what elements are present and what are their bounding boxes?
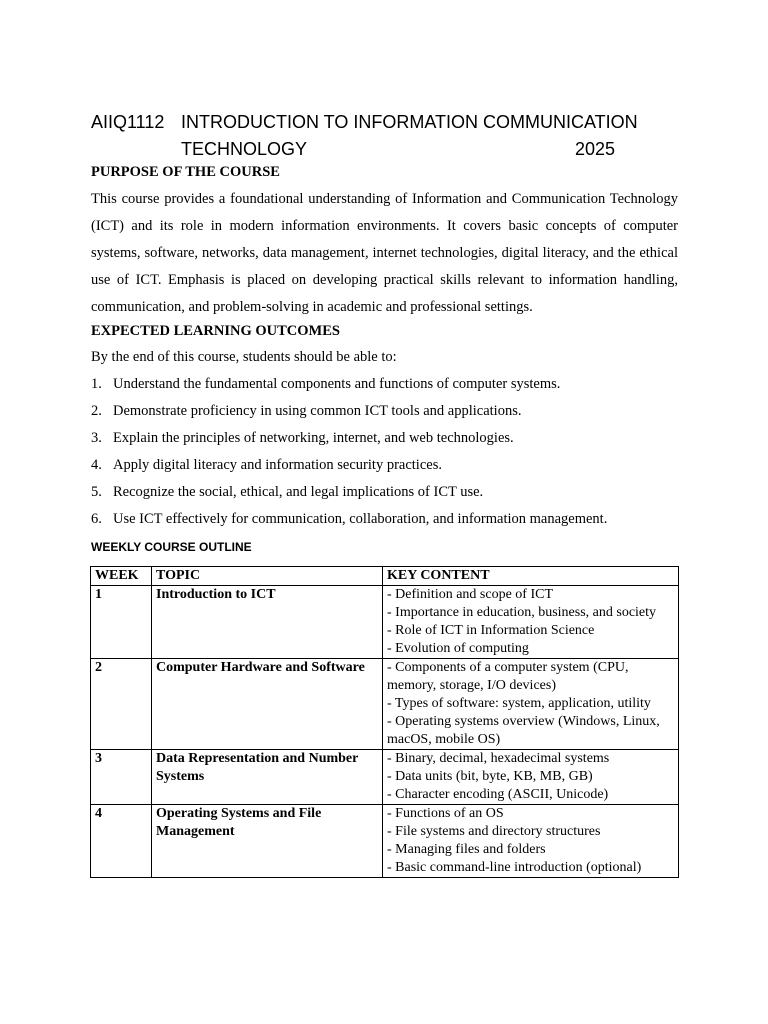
column-header-topic: TOPIC: [152, 567, 383, 586]
purpose-paragraph: This course provides a foundational understanding of Information and Communication Technology (ICT) and its role in modern information environments. It covers basic concepts of computer systems, software, networks, data management, internet technologies, digital literacy, and the ethical use of ICT. Emphasis is placed on developing practical skills relevant to information handling, communication, and problem-solving in academic and professional settings.: [91, 191, 678, 315]
outcome-number: 6.: [91, 511, 102, 527]
table-row: [91, 659, 679, 750]
content-line: - Binary, decimal, hexadecimal systems: [387, 751, 610, 766]
header-line-1: [91, 109, 638, 136]
purpose-heading: PURPOSE OF THE COURSE: [91, 164, 280, 180]
content-cell: [383, 586, 679, 659]
column-header-week: WEEK: [91, 567, 152, 586]
course-header: [91, 109, 638, 163]
column-header-key-content: KEY CONTENT: [383, 567, 679, 586]
outcome-number: 4.: [91, 457, 102, 473]
outcomes-heading: EXPECTED LEARNING OUTCOMES: [91, 323, 340, 339]
table-header-row: [91, 567, 679, 586]
outcomes-intro: By the end of this course, students should be able to:: [91, 349, 397, 365]
table-row: [91, 805, 679, 878]
topic-cell: Data Representation and Number Systems: [152, 750, 383, 805]
outcome-item: [91, 430, 681, 457]
outcome-number: 5.: [91, 484, 102, 500]
course-code: AIIQ1112: [91, 112, 165, 132]
outcome-text: Apply digital literacy and information security practices.: [113, 457, 442, 473]
header-line-2: [91, 136, 621, 163]
content-cell: [383, 750, 679, 805]
content-line: - Functions of an OS: [387, 806, 504, 821]
content-line: - Character encoding (ASCII, Unicode): [387, 787, 609, 802]
outcome-number: 1.: [91, 376, 102, 392]
outcome-text: Demonstrate proficiency in using common ICT tools and applications.: [113, 403, 522, 419]
content-line: - Evolution of computing: [387, 641, 529, 656]
outcome-item: [91, 403, 681, 430]
content-line: - File systems and directory structures: [387, 824, 601, 839]
outcome-item: [91, 376, 681, 403]
outcome-text: Explain the principles of networking, internet, and web technologies.: [113, 430, 514, 446]
table-row: [91, 586, 679, 659]
topic-cell: Computer Hardware and Software: [152, 659, 383, 750]
table-row: [91, 750, 679, 805]
outcome-text: Understand the fundamental components and functions of computer systems.: [113, 376, 561, 392]
weekly-outline-table: [90, 566, 679, 878]
outcome-text: Use ICT effectively for communication, collaboration, and information management.: [113, 511, 608, 527]
content-line: - Operating systems overview (Windows, Linux, macOS, mobile OS): [387, 714, 660, 747]
course-title-line2: TECHNOLOGY: [181, 139, 308, 159]
topic-cell: Introduction to ICT: [152, 586, 383, 659]
content-line: - Definition and scope of ICT: [387, 587, 554, 602]
content-line: - Data units (bit, byte, KB, MB, GB): [387, 769, 593, 784]
outcome-item: [91, 511, 681, 538]
outcomes-list: [91, 376, 681, 538]
content-line: - Types of software: system, application, utility: [387, 696, 651, 711]
content-line: - Managing files and folders: [387, 842, 546, 857]
content-cell: [383, 659, 679, 750]
outcome-text: Recognize the social, ethical, and legal implications of ICT use.: [113, 484, 484, 500]
outcome-item: [91, 457, 681, 484]
week-cell: 2: [91, 659, 152, 750]
week-cell: 4: [91, 805, 152, 878]
outcome-number: 3.: [91, 430, 102, 446]
outcome-number: 2.: [91, 403, 102, 419]
week-cell: 1: [91, 586, 152, 659]
content-line: - Components of a computer system (CPU, memory, storage, I/O devices): [387, 660, 629, 693]
content-line: - Importance in education, business, and society: [387, 605, 657, 620]
content-line: - Role of ICT in Information Science: [387, 623, 595, 638]
content-line: - Basic command-line introduction (optional): [387, 860, 642, 875]
weekly-outline-heading: WEEKLY COURSE OUTLINE: [91, 540, 252, 554]
topic-cell: Operating Systems and File Management: [152, 805, 383, 878]
outcome-item: [91, 484, 681, 511]
course-title-line1: INTRODUCTION TO INFORMATION COMMUNICATION: [181, 112, 638, 132]
course-year: 2025: [574, 139, 615, 159]
content-cell: [383, 805, 679, 878]
week-cell: 3: [91, 750, 152, 805]
